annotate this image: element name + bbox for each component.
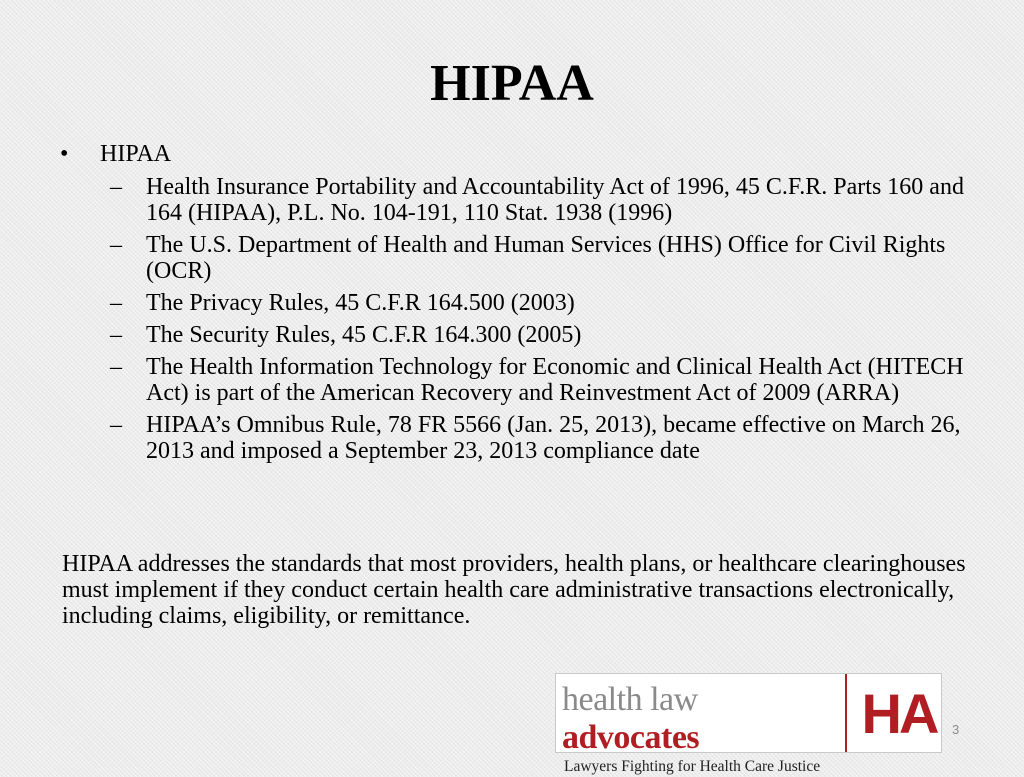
- health-law-advocates-logo: [555, 673, 942, 775]
- dash-marker: –: [110, 322, 122, 348]
- logo-name-advocates: advocates: [562, 719, 700, 756]
- sub-bullet-item: [60, 174, 980, 226]
- summary-paragraph: HIPAA addresses the standards that most providers, health plans, or healthcare clearinghouses must implement if they conduct certain health care administrative transactions electronically, including claims, eligibility, or remittance.: [62, 551, 966, 629]
- logo-wordmark: [562, 681, 839, 757]
- sub-bullet-text: HIPAA’s Omnibus Rule, 78 FR 5566 (Jan. 25, 2013), became effective on March 26, 2013 and imposed a September 23, 2013 compliance date: [146, 412, 961, 464]
- logo-tagline: Lawyers Fighting for Health Care Justice: [564, 758, 821, 775]
- slide-title: HIPAA: [430, 55, 594, 112]
- logo-text-block: [556, 674, 839, 775]
- dash-marker: –: [110, 290, 122, 316]
- sub-bullet-text: The Health Information Technology for Economic and Clinical Health Act (HITECH Act) is part of the American Recovery and Reinvestment Act of 2009 (ARRA): [146, 354, 964, 406]
- sub-bullet-text: Health Insurance Portability and Accountability Act of 1996, 45 C.F.R. Parts 160 and 164 (HIPAA), P.L. No. 104-191, 110 Stat. 1938 (1996): [146, 174, 964, 226]
- sub-bullet-list: [60, 174, 980, 464]
- logo-name-health-law: health law: [562, 681, 698, 718]
- bullet-list: [60, 140, 980, 470]
- sub-bullet-text: The U.S. Department of Health and Human Services (HHS) Office for Civil Rights (OCR): [146, 232, 946, 284]
- sub-bullet-item: [60, 290, 980, 316]
- dash-marker: –: [110, 412, 122, 438]
- sub-bullet-item: [60, 412, 980, 464]
- bullet-marker: •: [60, 141, 69, 167]
- logo-mark-ha: HA: [861, 681, 937, 745]
- bullet-hipaa: [60, 140, 980, 168]
- sub-bullet-item: [60, 354, 980, 406]
- dash-marker: –: [110, 232, 122, 258]
- sub-bullet-item: [60, 322, 980, 348]
- dash-marker: –: [110, 354, 122, 380]
- dash-marker: –: [110, 174, 122, 200]
- sub-bullet-item: [60, 232, 980, 284]
- sub-bullet-text: The Privacy Rules, 45 C.F.R 164.500 (2003): [146, 290, 575, 316]
- logo-divider: [845, 674, 847, 752]
- bullet-label: HIPAA: [100, 141, 172, 167]
- page-number: 3: [952, 722, 960, 737]
- sub-bullet-text: The Security Rules, 45 C.F.R 164.300 (2005): [146, 322, 582, 348]
